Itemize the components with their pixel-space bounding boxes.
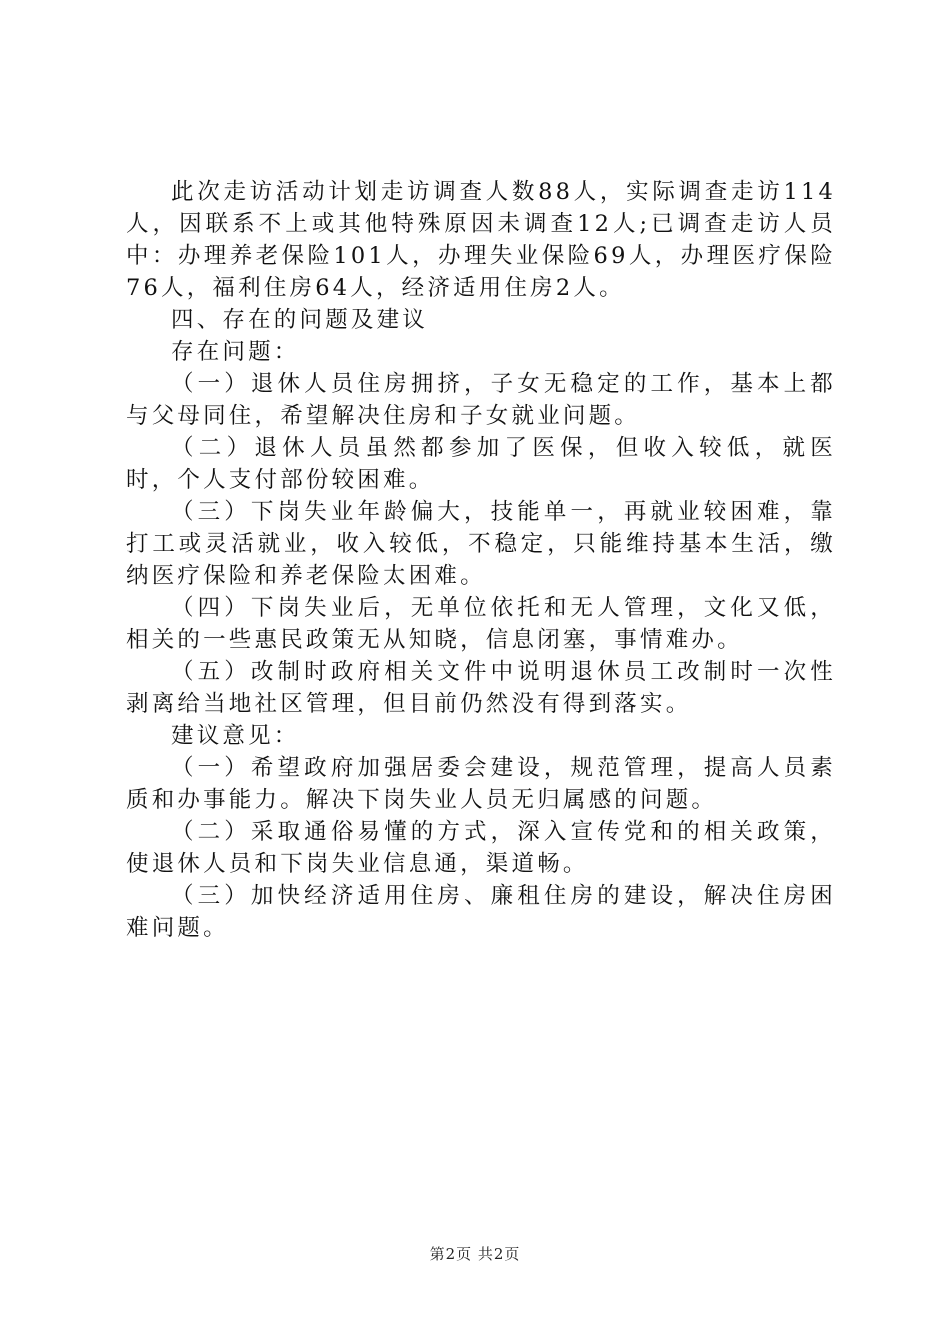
page-number: 第2页 共2页 <box>429 1245 521 1263</box>
document-body <box>126 176 836 944</box>
page-footer <box>0 1244 950 1264</box>
problem-item-5: （五）改制时政府相关文件中说明退休员工改制时一次性剥离给当地社区管理，但目前仍然没有得到落实。 <box>126 659 836 717</box>
paragraph-survey-summary: 此次走访活动计划走访调查人数88人，实际调查走访114人，因联系不上或其他特殊原因未调查12人;已调查走访人员中：办理养老保险101人，办理失业保险69人，办理医疗保险76人，福利住房64人，经济适用住房2人。 <box>126 179 836 301</box>
subheading-suggestions: 建议意见： <box>171 723 300 749</box>
suggestion-item-3: （三）加快经济适用住房、廉租住房的建设，解决住房困难问题。 <box>126 883 836 941</box>
problem-item-3: （三）下岗失业年龄偏大，技能单一，再就业较困难，靠打工或灵活就业，收入较低，不稳定，只能维持基本生活，缴纳医疗保险和养老保险太困难。 <box>126 499 836 589</box>
subheading-existing-problems: 存在问题： <box>171 339 300 365</box>
suggestion-item-2: （二）采取通俗易懂的方式，深入宣传党和的相关政策，使退休人员和下岗失业信息通，渠道畅。 <box>126 819 836 877</box>
section-heading-problems-and-suggestions: 四、存在的问题及建议 <box>171 307 429 333</box>
problem-item-1: （一）退休人员住房拥挤，子女无稳定的工作，基本上都与父母同住，希望解决住房和子女就业问题。 <box>126 371 836 429</box>
suggestion-item-1: （一）希望政府加强居委会建设，规范管理，提高人员素质和办事能力。解决下岗失业人员无归属感的问题。 <box>126 755 836 813</box>
problem-item-2: （二）退休人员虽然都参加了医保，但收入较低，就医时，个人支付部份较困难。 <box>126 435 836 493</box>
problem-item-4: （四）下岗失业后，无单位依托和无人管理，文化又低，相关的一些惠民政策无从知晓，信息闭塞，事情难办。 <box>126 595 836 653</box>
